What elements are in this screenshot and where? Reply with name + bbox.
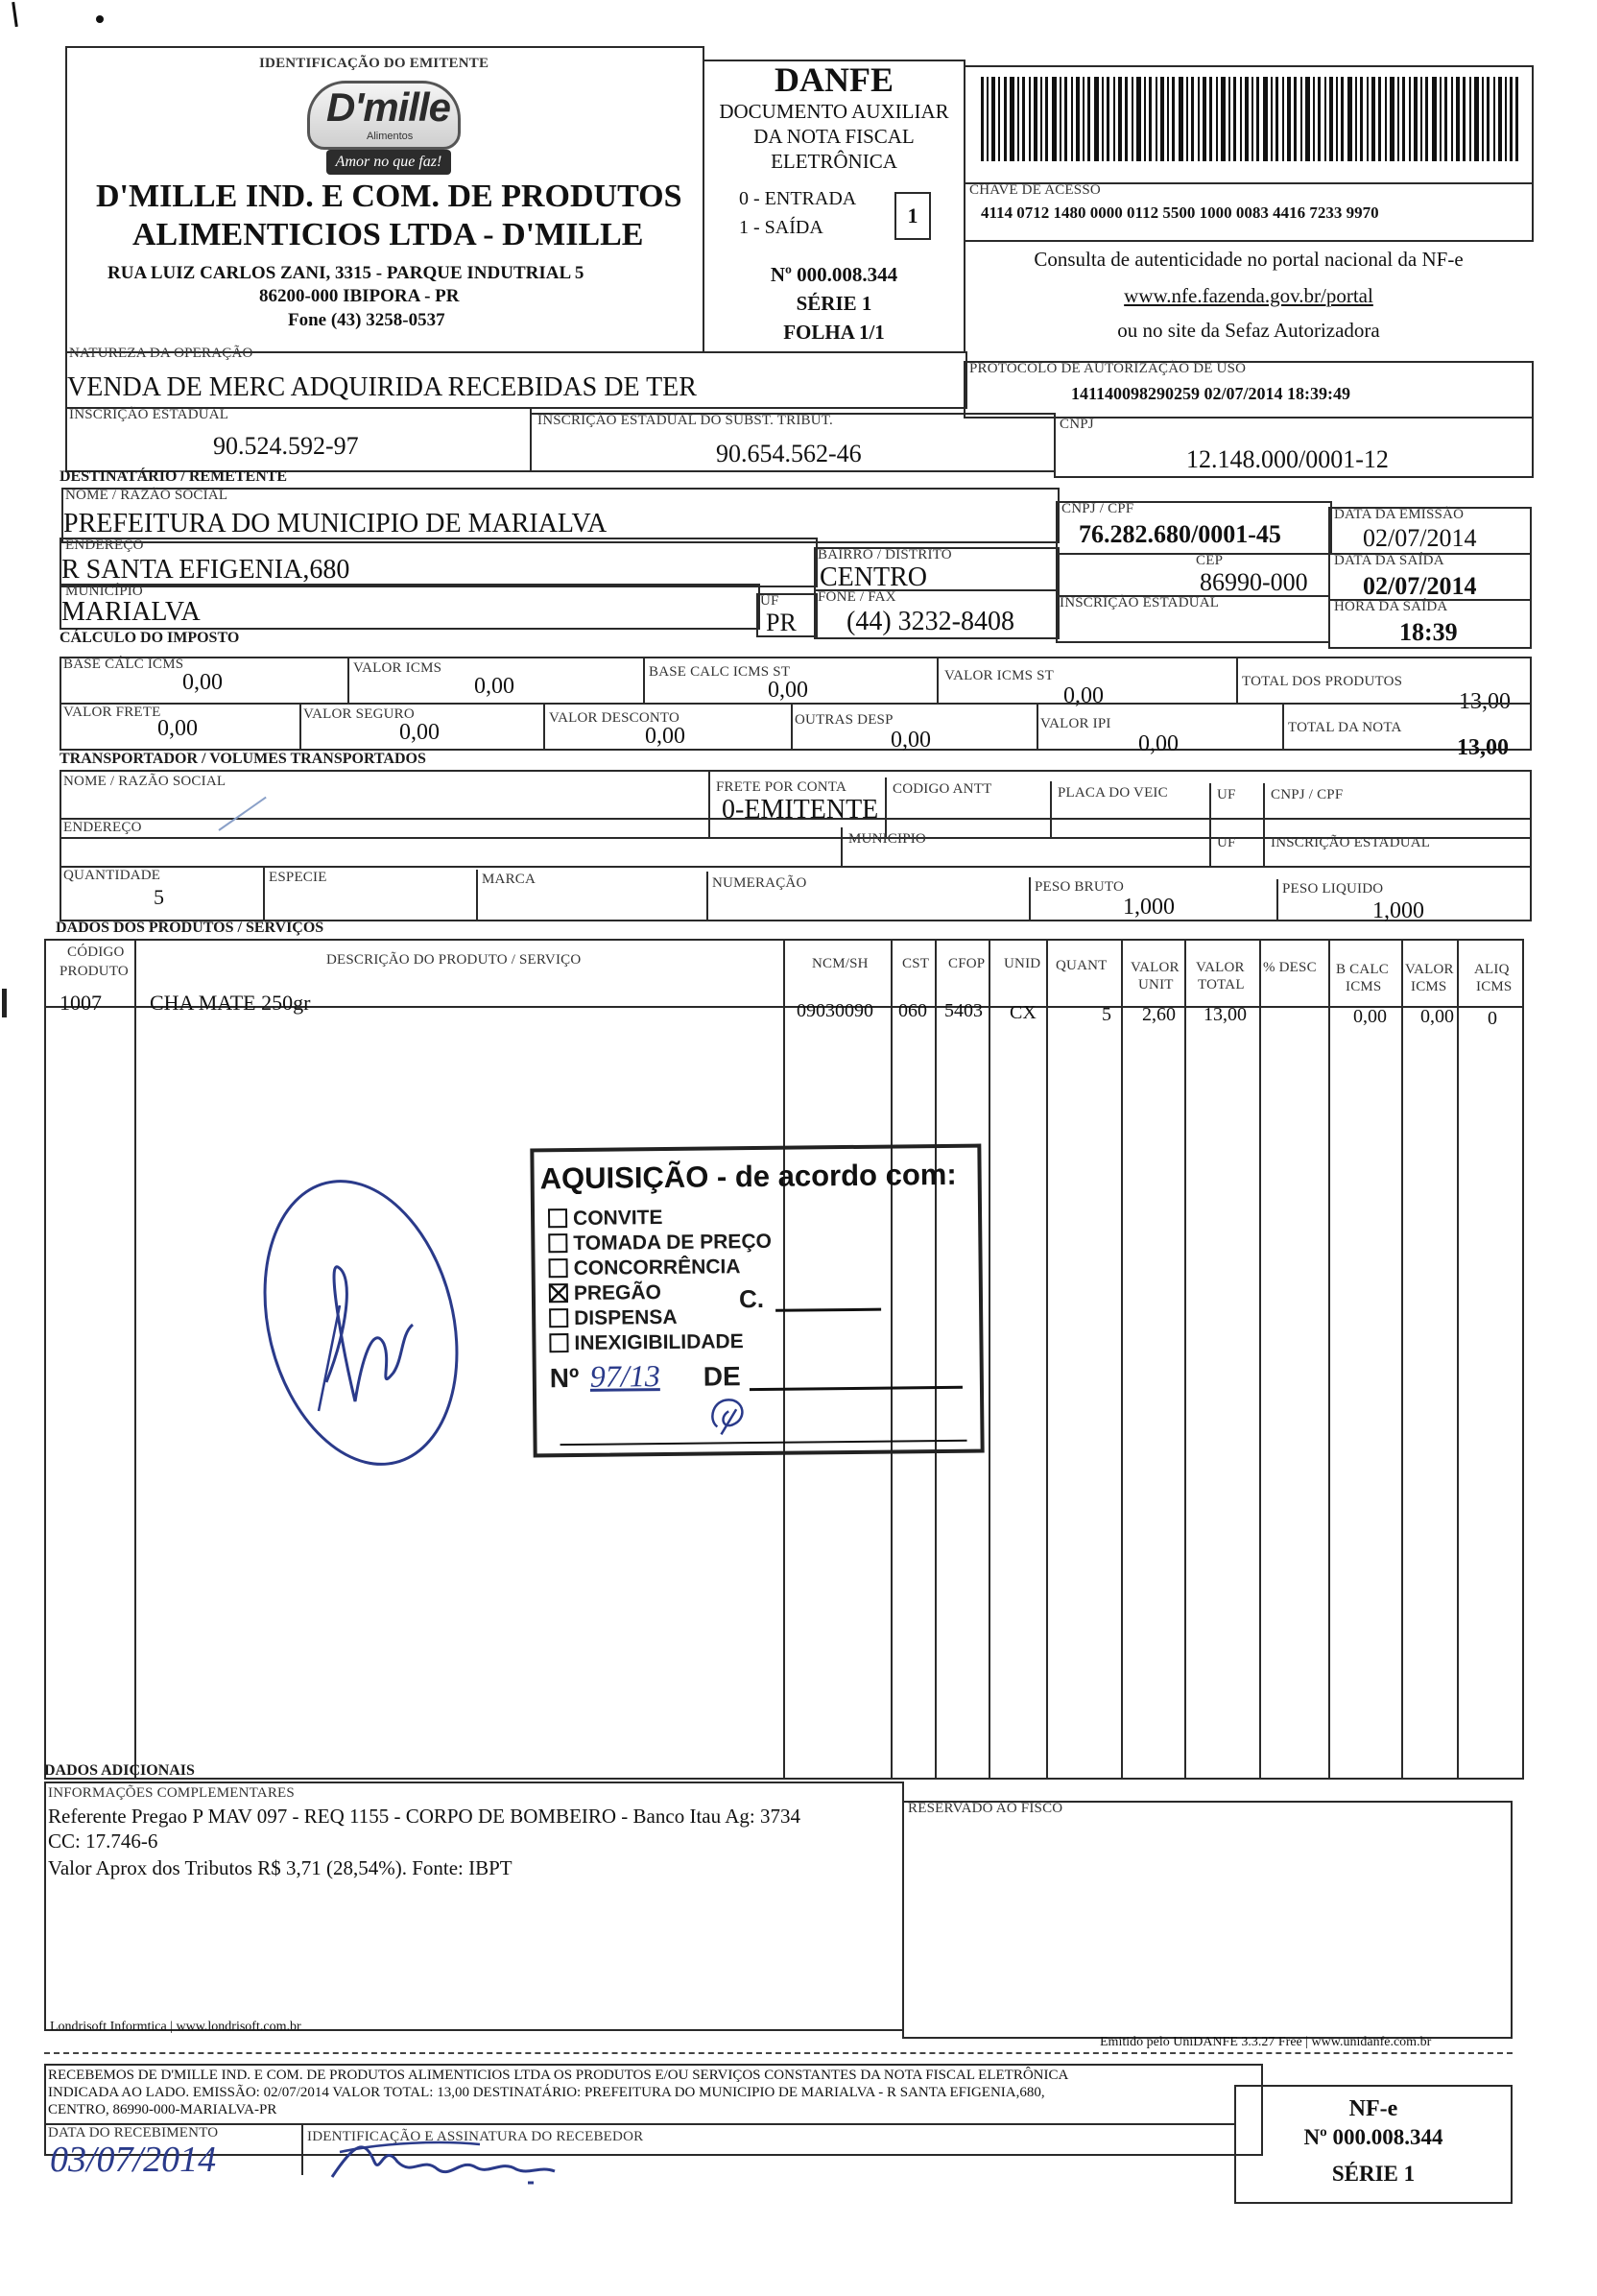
transp-frete-label: FRETE POR CONTA: [716, 779, 846, 795]
stamp-c-line: [775, 1308, 881, 1312]
ie-label: INSCRIÇÃO ESTADUAL: [69, 407, 229, 422]
logo-tagline: Amor no que faz!: [326, 150, 451, 175]
td-cfop: 5403: [944, 1000, 983, 1021]
checkbox-checked-icon: [549, 1283, 568, 1303]
divider: [1046, 941, 1048, 1778]
stamp-option-label: CONCORRÊNCIA: [573, 1256, 741, 1280]
dest-municipio-value: MARIALVA: [61, 597, 201, 627]
divider: [1121, 941, 1123, 1778]
cnpj-emit-value: 12.148.000/0001-12: [1186, 445, 1389, 473]
transp-antt-label: CODIGO ANTT: [893, 781, 992, 797]
ie-st-label: INSCRIÇÃO ESTADUAL DO SUBST. TRIBUT.: [537, 413, 833, 428]
td-ncm: 09030090: [797, 1000, 873, 1021]
transp-municipio-label: MUNICIPIO: [848, 831, 926, 847]
th-aliq-2: ICMS: [1476, 979, 1513, 994]
chave-value: 4114 0712 1480 0000 0112 5500 1000 0083 4416 7233 9970: [981, 203, 1379, 222]
canhoto-data-label: DATA DO RECEBIMENTO: [48, 2125, 219, 2141]
company-name-line2: ALIMENTICIOS LTDA - D'MILLE: [132, 217, 644, 252]
company-address-2: 86200-000 IBIPORA - PR: [259, 286, 460, 306]
transp-quantidade-label: QUANTIDADE: [63, 868, 161, 883]
ie-st-value: 90.654.562-46: [716, 440, 862, 467]
destinatario-section: DESTINATÁRIO / REMETENTE: [60, 468, 288, 485]
stamp-de-label: DE: [703, 1361, 741, 1392]
natureza-label: NATUREZA DA OPERAÇÃO: [69, 346, 253, 361]
emitente-section-label: IDENTIFICAÇÃO DO EMITENTE: [259, 56, 489, 71]
td-quant: 5: [1102, 1004, 1111, 1025]
consulta-text-1: Consulta de autenticidade no portal nacional da NF-e: [1034, 248, 1464, 271]
dest-ie-label: INSCRIÇÃO ESTADUAL: [1060, 595, 1220, 610]
td-vunit: 2,60: [1142, 1004, 1176, 1025]
desconto-value: 0,00: [645, 724, 685, 749]
company-name-line1: D'MILLE IND. E COM. DE PRODUTOS: [96, 179, 682, 214]
canhoto-assinatura-label: IDENTIFICAÇÃO E ASSINATURA DO RECEBEDOR: [307, 2129, 644, 2144]
cut-line: [44, 2052, 1513, 2054]
transp-especie-label: ESPECIE: [269, 870, 327, 885]
seguro-value: 0,00: [399, 720, 440, 745]
outras-label: OUTRAS DESP: [795, 712, 894, 728]
th-vtotal-2: TOTAL: [1198, 977, 1245, 993]
th-desc: % DESC: [1263, 960, 1317, 975]
dest-saida-value: 02/07/2014: [1363, 572, 1477, 600]
dest-hora-label: HORA DA SAÍDA: [1334, 599, 1448, 614]
transp-quantidade-value: 5: [154, 885, 164, 909]
stamp-option-label: PREGÃO: [573, 1281, 662, 1304]
valor-icms-st-value: 0,00: [1063, 683, 1104, 708]
base-icms-st-value: 0,00: [768, 678, 808, 703]
produtos-section: DADOS DOS PRODUTOS / SERVIÇOS: [56, 920, 324, 936]
th-vicms-1: VALOR: [1405, 962, 1454, 977]
th-cst: CST: [902, 956, 930, 971]
signature-oval-mark: [259, 1161, 470, 1488]
th-aliq-1: ALIQ: [1474, 962, 1510, 977]
checkbox-icon: [549, 1308, 568, 1327]
th-codigo-2: PRODUTO: [60, 964, 129, 979]
transp-peso-liquido-label: PESO LIQUIDO: [1282, 881, 1384, 897]
stamp-option-convite: [548, 1207, 663, 1231]
transp-peso-bruto-label: PESO BRUTO: [1035, 879, 1124, 895]
divider: [841, 827, 843, 868]
divider: [1401, 941, 1403, 1778]
stamp-date-line: [750, 1386, 963, 1391]
frete-label: VALOR FRETE: [63, 705, 161, 720]
total-nota-label: TOTAL DA NOTA: [1288, 720, 1402, 735]
td-codigo: 1007: [60, 991, 102, 1015]
total-produtos-value: 13,00: [1459, 689, 1511, 714]
danfe-folha: FOLHA 1/1: [783, 321, 885, 344]
stamp-option-label: DISPENSA: [574, 1305, 678, 1329]
divider: [347, 657, 349, 705]
canhoto-text-2: INDICADA AO LADO. EMISSÃO: 02/07/2014 VALOR TOTAL: 13,00 DESTINATÁRIO: PREFEITURA DO MUNICIPIO DE MARIALVA - R SANTA EFIGENIA,680,: [48, 2085, 1045, 2100]
dest-endereco-value: R SANTA EFIGENIA,680: [61, 555, 350, 585]
danfe-saida: 1 - SAÍDA: [739, 217, 823, 238]
th-vunit-2: UNIT: [1138, 977, 1174, 993]
recebedor-signature-mark: [326, 2133, 595, 2190]
stamp-option-inexigibilidade: [549, 1330, 743, 1355]
imposto-section: CÁLCULO DO IMPOSTO: [60, 630, 240, 646]
stamp-initials-mark: [700, 1392, 757, 1439]
footer-right: Emitido pelo UniDANFE 3.3.27 Free | www.unidanfe.com.br: [1100, 2035, 1432, 2049]
transp-placa-label: PLACA DO VEIC: [1058, 785, 1168, 801]
dest-bairro-label: BAIRRO / DISTRITO: [818, 547, 952, 562]
dest-cep-label: CEP: [1196, 553, 1224, 568]
divider: [1184, 941, 1186, 1778]
canhoto-text-3: CENTRO, 86990-000-MARIALVA-PR: [48, 2102, 277, 2117]
info-label: INFORMAÇÕES COMPLEMENTARES: [48, 1785, 295, 1801]
divider: [937, 657, 939, 705]
danfe-title: DANFE: [775, 60, 894, 99]
transp-peso-bruto-value: 1,000: [1123, 895, 1175, 920]
ipi-label: VALOR IPI: [1040, 716, 1111, 731]
th-bcalc-1: B CALC: [1336, 962, 1389, 977]
divider: [706, 872, 708, 921]
danfe-subtitle-3: ELETRÔNICA: [771, 150, 897, 173]
stamp-c-label: C.: [738, 1283, 765, 1314]
natureza-value: VENDA DE MERC ADQUIRIDA RECEBIDAS DE TER: [67, 372, 697, 402]
transp-frete-value: 0-EMITENTE: [722, 795, 879, 825]
logo-name: D'mille: [326, 84, 451, 130]
transp-ie-label: INSCRIÇÃO ESTADUAL: [1271, 835, 1431, 850]
divider: [299, 703, 301, 751]
divider: [791, 703, 793, 751]
dest-nome-label: NOME / RAZÃO SOCIAL: [65, 488, 228, 503]
td-bcalc: 0,00: [1353, 1006, 1387, 1027]
footer-left: Londrisoft Informtica | www.londrisoft.com.br: [50, 2020, 301, 2034]
divider: [1209, 831, 1211, 868]
canhoto-data-value: 03/07/2014: [50, 2140, 217, 2180]
adicionais-section: DADOS ADICIONAIS: [44, 1762, 195, 1779]
transp-marca-label: MARCA: [482, 872, 536, 887]
checkbox-icon: [549, 1258, 568, 1278]
consulta-url[interactable]: www.nfe.fazenda.gov.br/portal: [1124, 284, 1373, 307]
dest-cnpj-value: 76.282.680/0001-45: [1079, 520, 1281, 548]
th-descricao: DESCRIÇÃO DO PRODUTO / SERVIÇO: [326, 952, 582, 968]
total-nota-value: 13,00: [1457, 735, 1509, 760]
th-vicms-2: ICMS: [1411, 979, 1447, 994]
ie-value: 90.524.592-97: [213, 432, 359, 460]
base-icms-st-label: BASE CALC ICMS ST: [649, 664, 791, 680]
scan-mark: [2, 989, 7, 1017]
divider: [989, 941, 990, 1778]
scan-mark: [96, 15, 104, 23]
divider: [476, 870, 478, 921]
valor-icms-value: 0,00: [474, 674, 514, 699]
dest-bairro-value: CENTRO: [820, 562, 927, 592]
stamp-option-label: INEXIGIBILIDADE: [574, 1330, 744, 1354]
info-line1: Referente Pregao P MAV 097 - REQ 1155 - CORPO DE BOMBEIRO - Banco Itau Ag: 3734: [48, 1805, 800, 1828]
danfe-entrada: 0 - ENTRADA: [739, 188, 857, 209]
divider: [1029, 877, 1031, 921]
divider: [1282, 703, 1284, 751]
dest-emissao-label: DATA DA EMISSÃO: [1334, 507, 1465, 522]
th-quant: QUANT: [1056, 958, 1108, 973]
protocolo-label: PROTOCOLO DE AUTORIZAÇÃO DE USO: [969, 361, 1247, 376]
base-icms-value: 0,00: [182, 670, 223, 695]
divider: [643, 657, 645, 705]
td-unid: CX: [1010, 1002, 1037, 1023]
checkbox-icon: [549, 1333, 568, 1352]
barcode: [981, 77, 1518, 161]
stamp-bottom-line: [560, 1440, 967, 1446]
transp-nome-label: NOME / RAZÃO SOCIAL: [63, 774, 226, 789]
divider: [263, 868, 265, 921]
transp-uf2-label: UF: [1217, 835, 1236, 850]
divider: [1259, 941, 1261, 1778]
divider: [1236, 657, 1238, 705]
transp-cnpj-label: CNPJ / CPF: [1271, 787, 1344, 802]
checkbox-icon: [548, 1208, 567, 1228]
transp-endereco-label: ENDEREÇO: [63, 820, 142, 835]
dest-cnpj-label: CNPJ / CPF: [1061, 501, 1134, 516]
stamp-option-pregao: [549, 1281, 661, 1305]
dest-nome-value: PREFEITURA DO MUNICIPIO DE MARIALVA: [63, 509, 608, 538]
frete-value: 0,00: [157, 716, 198, 741]
th-cfop: CFOP: [948, 956, 986, 971]
divider: [1328, 941, 1330, 1778]
stamp-option-label: TOMADA DE PREÇO: [573, 1230, 772, 1256]
aquisicao-stamp: [530, 1144, 984, 1458]
dest-cep-value: 86990-000: [1200, 568, 1308, 596]
base-icms-label: BASE CÁLC ICMS: [63, 657, 184, 672]
company-address-1: RUA LUIZ CARLOS ZANI, 3315 - PARQUE INDUTRIAL 5: [107, 263, 584, 283]
dest-uf-value: PR: [766, 609, 797, 636]
checkbox-icon: [548, 1233, 567, 1253]
ipi-value: 0,00: [1138, 731, 1179, 756]
th-vtotal-1: VALOR: [1196, 960, 1245, 975]
dest-emissao-value: 02/07/2014: [1363, 524, 1477, 552]
dest-municipio-label: MUNICÍPIO: [65, 584, 143, 599]
th-codigo-1: CÓDIGO: [67, 945, 125, 960]
total-produtos-label: TOTAL DOS PRODUTOS: [1242, 674, 1403, 689]
fisco-box: [902, 1801, 1513, 2039]
info-line2: CC: 17.746-6: [48, 1830, 158, 1853]
chave-label: CHAVE DE ACESSO: [969, 182, 1101, 198]
divider: [543, 703, 545, 751]
transp-numeracao-label: NUMERAÇÃO: [712, 875, 807, 891]
th-unid: UNID: [1004, 956, 1041, 971]
valor-icms-st-label: VALOR ICMS ST: [944, 668, 1055, 683]
dest-hora-value: 18:39: [1399, 618, 1458, 646]
protocolo-value: 141140098290259 02/07/2014 18:39:49: [1071, 384, 1350, 403]
stamp-option-label: CONVITE: [572, 1207, 663, 1231]
danfe-subtitle-1: DOCUMENTO AUXILIAR: [719, 100, 949, 123]
canhoto-text-1: RECEBEMOS DE D'MILLE IND. E COM. DE PRODUTOS ALIMENTICIOS LTDA OS PRODUTOS E/OU SERVIÇOS CONSTANTES DA NOTA FISCAL ELETRÔNICA: [48, 2068, 1069, 2083]
logo-sub: Alimentos: [367, 131, 414, 142]
consulta-text-2: ou no site da Sefaz Autorizadora: [1117, 319, 1380, 342]
valor-icms-label: VALOR ICMS: [353, 660, 442, 676]
seguro-label: VALOR SEGURO: [303, 706, 415, 722]
danfe-subtitle-2: DA NOTA FISCAL: [753, 125, 915, 148]
divider: [301, 2125, 303, 2175]
stamp-num-value: 97/13: [589, 1358, 660, 1394]
dest-fone-value: (44) 3232-8408: [846, 607, 1014, 636]
divider: [134, 941, 136, 1778]
desconto-label: VALOR DESCONTO: [549, 710, 680, 726]
stamp-title: AQUISIÇÃO - de acordo com:: [539, 1157, 957, 1196]
td-vtotal: 13,00: [1204, 1004, 1247, 1025]
transp-uf-label: UF: [1217, 787, 1236, 802]
td-aliq: 0: [1488, 1008, 1497, 1029]
canhoto-numero: Nº 000.008.344: [1303, 2125, 1443, 2149]
td-descricao: CHA MATE 250gr: [150, 991, 311, 1015]
divider: [1457, 941, 1459, 1778]
th-bcalc-2: ICMS: [1346, 979, 1382, 994]
company-phone: Fone (43) 3258-0537: [288, 310, 445, 330]
dest-endereco-label: ENDEREÇO: [65, 538, 144, 553]
scan-mark: [12, 2, 18, 27]
divider: [1037, 703, 1038, 751]
td-vicms: 0,00: [1420, 1006, 1454, 1027]
stamp-option-tomada: [548, 1231, 772, 1256]
stamp-option-dispensa: [549, 1306, 678, 1330]
cnpj-emit-label: CNPJ: [1060, 417, 1094, 432]
outras-value: 0,00: [891, 728, 931, 753]
stamp-option-concorrencia: [549, 1256, 741, 1280]
company-logo: [307, 81, 461, 177]
info-line3: Valor Aprox dos Tributos R$ 3,71 (28,54%). Fonte: IBPT: [48, 1856, 512, 1879]
stamp-num-prefix: Nº: [549, 1362, 580, 1394]
dest-uf-label: UF: [760, 593, 779, 609]
divider: [1276, 879, 1278, 921]
fisco-label: RESERVADO AO FISCO: [908, 1801, 1063, 1816]
transportador-section: TRANSPORTADOR / VOLUMES TRANSPORTADOS: [60, 751, 426, 767]
dest-saida-label: DATA DA SAÍDA: [1334, 553, 1444, 568]
canhoto-serie: SÉRIE 1: [1331, 2162, 1416, 2186]
dest-fone-label: FONE / FAX: [818, 589, 896, 605]
td-cst: 060: [898, 1000, 927, 1021]
divider: [44, 2123, 1234, 2125]
danfe-numero: Nº 000.008.344: [770, 263, 898, 286]
transp-peso-liquido-value: 1,000: [1372, 898, 1424, 923]
canhoto-nfe: NF-e: [1348, 2096, 1398, 2121]
danfe-tipo: 1: [907, 203, 918, 227]
th-ncm: NCM/SH: [812, 956, 869, 971]
divider: [1263, 831, 1265, 868]
th-vunit-1: VALOR: [1131, 960, 1180, 975]
danfe-serie: SÉRIE 1: [796, 292, 872, 315]
